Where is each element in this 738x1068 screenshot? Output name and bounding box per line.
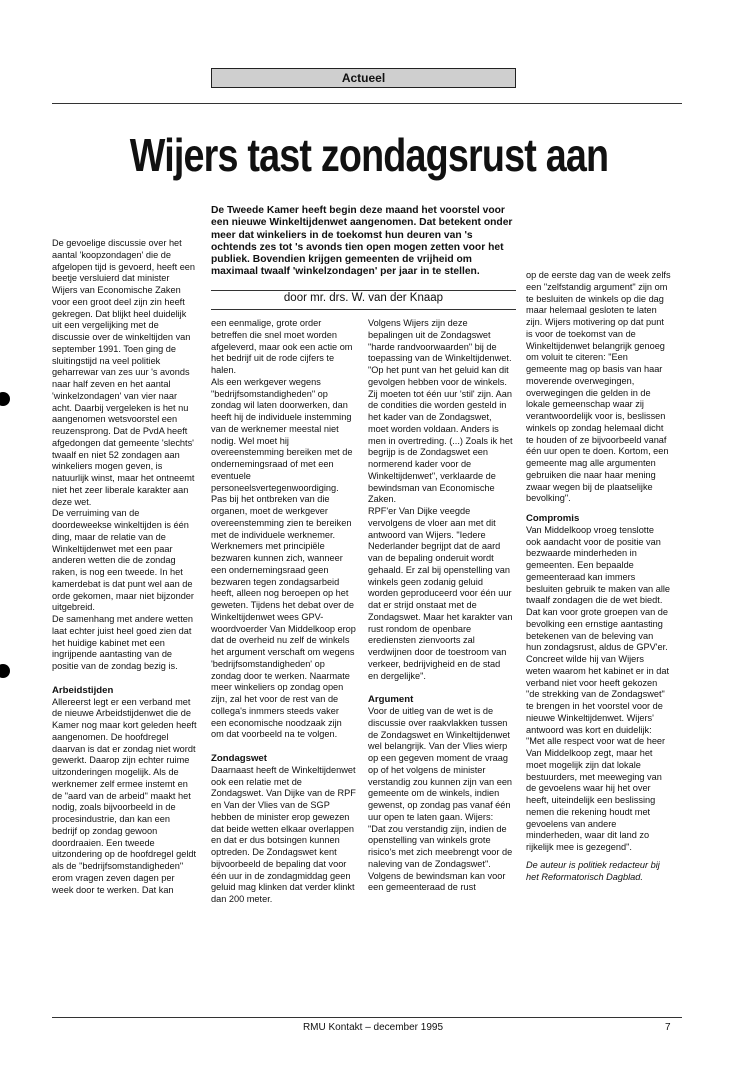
author-note: De auteur is politiek redacteur bij het Reformatorisch Dagblad. [526, 859, 660, 882]
subheading-compromis: Compromis [526, 513, 580, 524]
paragraph: Voor de uitleg van de wet is de discussie over raakvlakken tussen de Zondagswet en Winkeltijdenwet wel belangrijk. Van der Vlies wierp op een gegeven moment de vraag op of het volgens de minister verstandig zou kunnen zijn van een gemeente om de winkels, indien gewenst, op zondag pas vanaf één uur open te laten gaan. Wijers: "Dat zou verstandig zijn, indien de openstelling van winkels grote risico's met zich meebrengt voor de naleving van de Zondagswet". [368, 706, 513, 869]
header-rule [52, 103, 682, 104]
intro-rule [211, 290, 516, 291]
paragraph: Volgens Wijers zijn deze bepalingen uit de Zondagswet "harde randvoorwaarden" bij de toepassing van de Winkeltijdenwet. "Op het punt van het geluid kan dit gevolgen hebben voor de winkels. Zij moeten tot één uur 'stil' zijn. Aan de condities die worden gesteld in het kader van de Zondagswet, moet worden voldaan. Anders is men in overtreding. (...) Zoals ik het begrijp is de Zondagswet een normerend kader voor de Winkeltijdenwet", verklaarde de bewindsman van Economische Zaken. [368, 318, 513, 505]
paragraph: Concreet wilde hij van Wijers weten waarom het kabinet er in dat verband niet voor heeft gekozen "de strekking van de Zondagswet" te brengen in het voorstel voor de nieuwe Winkeltijdenwet. Wijers' antwoord was kort en duidelijk: "Met alle respect voor wat de heer Van Middelkoop zegt, maar het moet mogelijk zijn dat lokale bestuurders, met meeweging van de gevoelens waar hij het over heeft, uiteindelijk een beslissing nemen die rekening houdt met gevoelens van andere minderheden, waar dit land zo rijkelijk mee is gezegend". [526, 654, 669, 852]
paragraph: Als een werkgever wegens "bedrijfsomstandigheden" op zondag wil laten doorwerken, dan heeft hij de individuele instemming van de werknemer meestal niet nodig. Wel moet hij overeenstemming bereiken met de ondernemingsraad of met een eventuele personeelsvertegenwoordiging. Pas bij het ontbreken van die organen, moet de werkgever overeenstemming zien te bereiken met de individuele werknemer. Werknemers met principiële bezwaren kunnen zich, wanneer een ondernemingsraad geen bezwaren tegen zondagsarbeid heeft, alleen nog beroepen op het geweten. Tijdens het debat over de Winkeltijdenwet wees GPV-woordvoerder Van Middelkoop erop dat de overheid nu zelf de winkels het argument verschaft om wegens 'bedrijfsomstandigheden' op zondag door te werken. Naarmate meer winkeliers op zondag open zijn, zal het voor de rest van de collega's inmmers steeds vaker een economische noodzaak zijn om dat voorbeeld na te volgen. [211, 376, 356, 740]
subheading-zondagswet: Zondagswet [211, 753, 267, 764]
paragraph: De gevoelige discussie over het aantal 'koopzondagen' die de afgelopen tijd is gevoerd, heeft een beetje versluierd dat minister Wijers van Economische Zaken voor een groot deel zijn zin heeft gekregen. Dat blijkt heel duidelijk uit een vergelijking met de discussie over de winkeltijden van september 1991. Toen ging de sluitingstijd na veel politiek geharrewar van zes uur 's avonds naar half zeven en het aantal 'winkelzondagen' van vier naar acht. Daarbij vergeleken is het nu aangenomen wetsvoorstel een reuzensprong. Dat de PvdA heeft afgedongen dat gemeente 'slechts' twaalf en niet 52 zondagen aan winkeliers mogen geven, is natuurlijk winst, maar het ontneemt niet het zeer liberale karakter aan deze wet. [52, 238, 196, 507]
paragraph: Van Middelkoop vroeg tenslotte ook aandacht voor de positie van bezwaarde minderheden in gemeenten. Een bepaalde gemeenteraad kan immers besluiten gebruik te maken van alle twaalf zondagen die de wet biedt. Dat kan voor grote groepen van de bevolking een ernstige aantasting betekenen van de beleving van hun zondagsrust, aldus de GPV'er. [526, 524, 671, 653]
punch-hole-top [0, 392, 10, 406]
column-1 [52, 238, 197, 896]
paragraph: Allereerst legt er een verband met de nieuwe Arbeidstijdenwet die de Kamer nog maar kort geleden heeft aangenomen. De hoofdregel daarvan is dat er zondag niet wordt gewerkt. Daarop zijn echter ruime uitzonderingen mogelijk. Als de werknemer zelf ermee instemt en de "aard van de arbeid" maakt het nodig, zoals bijvoorbeeld in de procesindustrie, dan kan een bedrijf op zondag gewoon doordraaien. Een tweede uitzondering op de hoofdregel geldt als de "bedrijfsomstandigheden" erom vragen zeven dagen per week door te werken. Dat kan [52, 696, 197, 895]
paragraph: Volgens de bewindsman kan voor een gemeenteraad de rust [368, 870, 506, 893]
column-4 [526, 270, 671, 883]
paragraph: De samenhang met andere wetten laat echter juist heel goed zien dat het huidige kabinet met een ingrijpende aantasting van de positie van de zondag bezig is. [52, 614, 193, 671]
paragraph: RPF'er Van Dijke veegde vervolgens de vloer aan met dit antwoord van Wijers. "Iedere Nederlander begrijpt dat de aard van de bepaling onderuit wordt gehaald. Er zal bij openstelling van winkels geen zodanig geluid worden geproduceerd voor één uur dat er strijd onstaat met de Zondagswet. Maar het karakter van rust rondom de openbare erediensten zienvoorts zal verdwijnen door de toestroom van verkeer, bedrijvigheid en de stad en dergelijke". [368, 506, 513, 681]
byline: door mr. drs. W. van der Knaap [283, 292, 444, 304]
footer-rule [52, 1017, 682, 1018]
paragraph: op de eerste dag van de week zelfs een "zelfstandig argument" zijn om te besluiten de winkels op die dag maar helemaal gesloten te laten zijn. Wijers motivering op dat punt is voor de toekomst van de Winkeltijdenwet belangrijk genoeg om voluit te citeren: "Een gemeente mag op basis van haar moverende overwegingen, overwegingen die gelden in de lokale gemeenschap waar zij verantwoordelijk voor is, beslissen winkels op zondag helemaal dicht te houden of ze bijvoorbeeld vanaf één uur open te doen. Kortom, een gemeente mag alle argumenten gebruiken die naar haar mening zwaar wegen bij de plaatselijke bevolking". [526, 270, 671, 504]
column-3 [368, 318, 513, 894]
punch-hole-bottom [0, 664, 10, 678]
byline-rule [211, 309, 516, 310]
subheading-argument: Argument [368, 694, 414, 706]
page-title: Wijers tast zondagsrust aan [129, 129, 609, 181]
footer-publication: RMU Kontakt – december 1995 [302, 1022, 444, 1033]
paragraph: een eenmalige, grote order betreffen die snel moet worden afgeleverd, maar ook een actie om het bedrijf uit de rode cijfers te halen. [211, 318, 353, 375]
page-number: 7 [665, 1022, 671, 1033]
article-intro: De Tweede Kamer heeft begin deze maand het voorstel voor een nieuwe Winkeltijdenwet aangenomen. Dat betekent onder meer dat winkeliers in de toekomst hun deuren van 's ochtends zes tot 's avonds tien open mogen zetten voor het publiek. Bovendien krijgen gemeenten de vrijheid om maximaal twaalf 'winkelzondagen' per jaar in te stellen. [211, 205, 513, 278]
paragraph: De verruiming van de doordeweekse winkeltijden is één ding, maar de relatie van de Winkeltijdenwet met een paar anderen wetten die de zondag raken, is nog een tweede. In het kamerdebat is dat punt wel aan de orde gekomen, maar niet bijzonder uitgebreid. [52, 508, 194, 613]
paragraph: Daarnaast heeft de Winkeltijdenwet ook een relatie met de Zondagswet. Van Dijke van de RPF en Van der Vlies van de SGP hebben de minister erop gewezen dat beide wetten elkaar overlappen en dat er dus botsingen kunnen optreden. De Zondagswet kent bijvoorbeeld de bepaling dat voor één uur in de zondagmiddag geen geluid mag klinken dat verder klinkt dan 200 meter. [211, 764, 356, 904]
section-label: Actueel [211, 68, 516, 88]
subheading-arbeidstijden: Arbeidstijden [52, 684, 114, 696]
column-2 [211, 318, 356, 906]
